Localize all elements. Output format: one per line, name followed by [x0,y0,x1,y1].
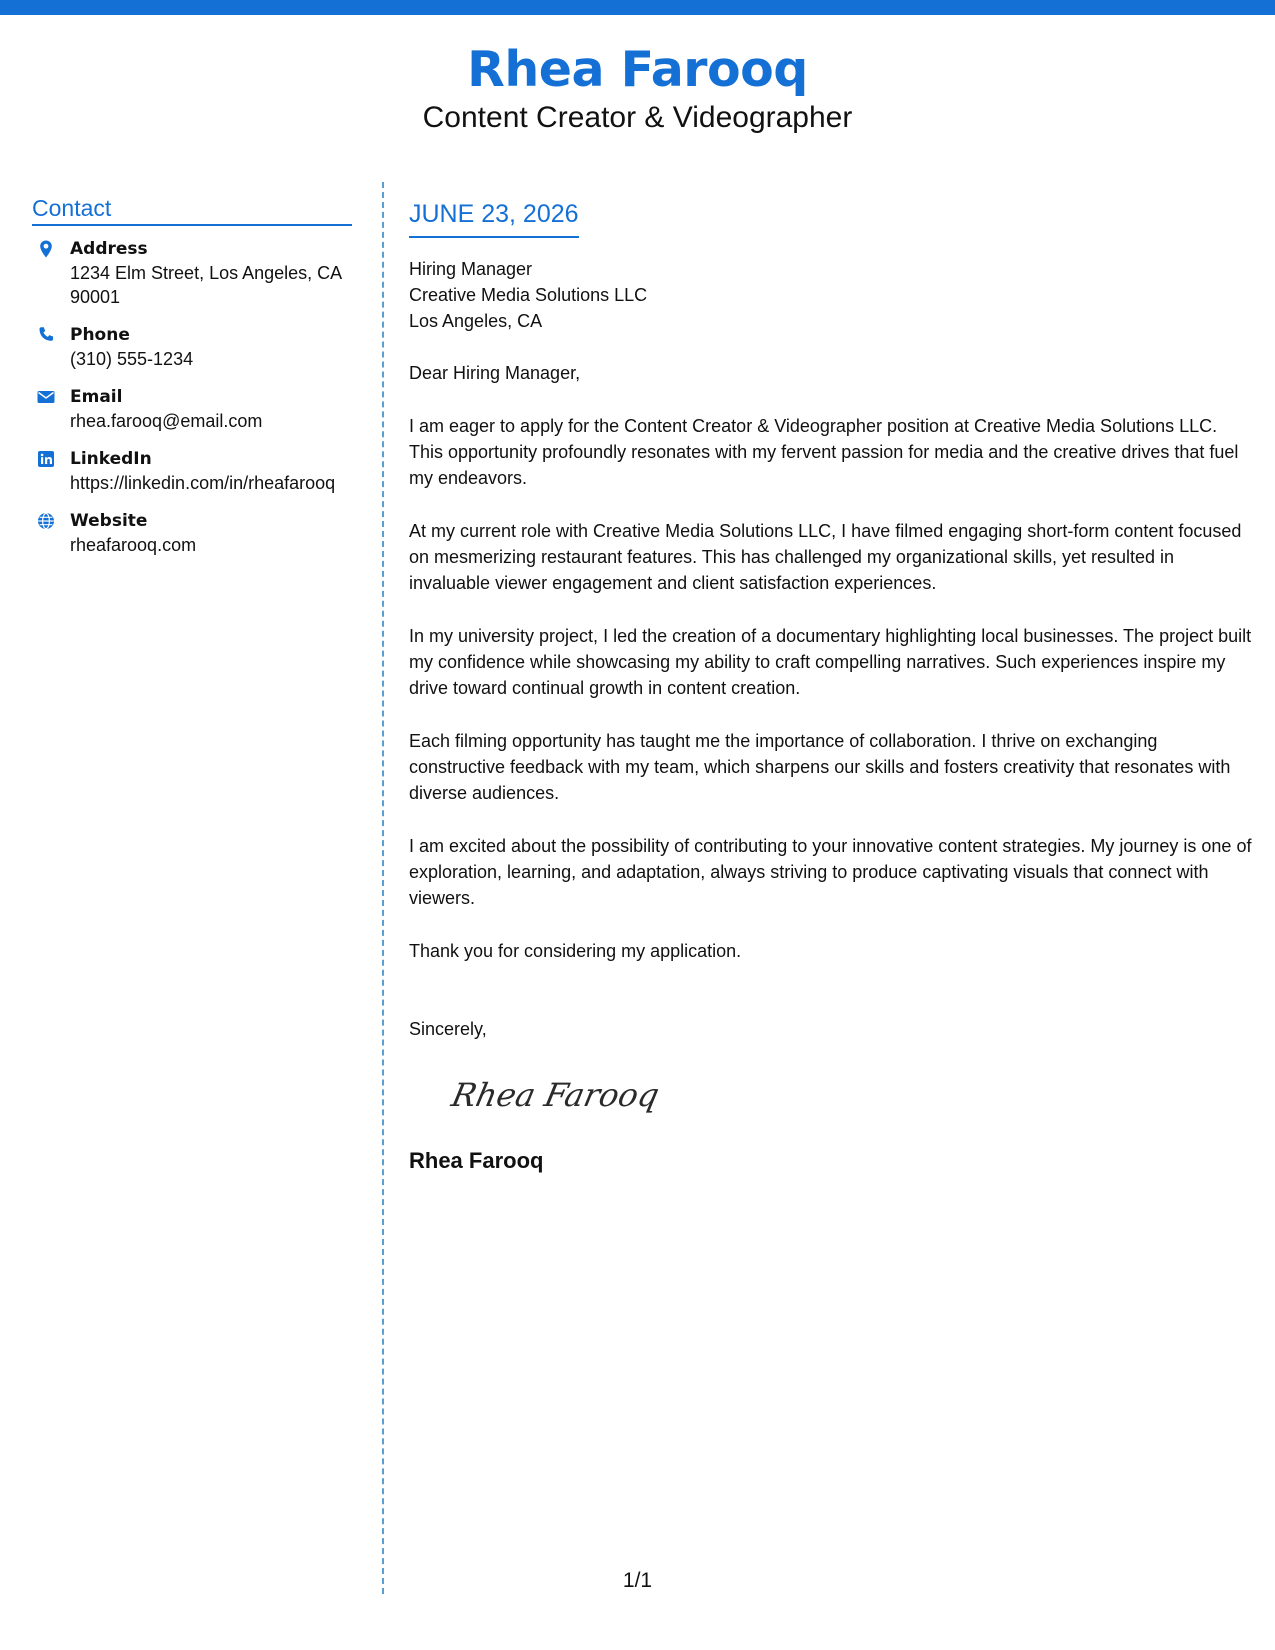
paragraph: Each filming opportunity has taught me the importance of collaboration. I thrive on exchanging constructive feedback with my team, which sharpens our skills and fosters creativity that resonates with diverse audiences. [409,731,1231,803]
recipient-title: Hiring Manager [409,259,533,279]
map-pin-icon [36,239,56,259]
globe-icon [36,511,56,531]
contact-item-phone [32,323,352,371]
envelope-icon [36,387,56,407]
applicant-role: Content Creator & Videographer [422,101,853,134]
contact-item-website [32,509,352,557]
top-accent-bar [0,0,1275,15]
recipient-company: Creative Media Solutions LLC [409,285,648,305]
recipient-block [409,256,1254,334]
paragraph: I am eager to apply for the Content Creator & Videographer position at Creative Media Solutions LLC. This opportunity profoundly resonates with my fervent passion for media and the creative drives that fuel my endeavors. [409,416,1239,488]
letter-body [409,198,1254,1175]
letter-date: JUNE 23, 2026 [409,198,579,238]
contact-list [32,237,352,557]
phone-icon [36,325,56,345]
paragraph: I am excited about the possibility of contributing to your innovative content strategies. My journey is one of exploration, learning, and adaptation, always striving to produce captivating visuals that connect with viewers. [409,836,1252,908]
closing: Sincerely, [409,1019,487,1039]
contact-label-linkedin: LinkedIn [70,449,152,469]
page-number: 1/1 [622,1569,653,1592]
signer-name: Rhea Farooq [409,1148,544,1173]
contact-value-email[interactable]: rhea.farooq@email.com [70,411,263,431]
contact-section-title: Contact [32,193,352,226]
paragraph: At my current role with Creative Media Solutions LLC, I have filmed engaging short-form content focused on mesmerizing restaurant features. This has challenged my organizational skills, yet resulted in invaluable viewer engagement and client satisfaction experiences. [409,521,1242,593]
contact-value-website[interactable]: rheafarooq.com [70,535,197,555]
contact-item-email [32,385,352,433]
contact-item-linkedin [32,447,352,495]
recipient-location: Los Angeles, CA [409,311,543,331]
letter-header [0,40,1275,136]
signature-text: Rhea Farooq [448,1076,663,1114]
contact-label-phone: Phone [70,325,130,345]
contact-label-email: Email [70,387,123,407]
contact-value-phone: (310) 555-1234 [70,349,194,369]
paragraph: Thank you for considering my application. [409,941,742,961]
paragraph: In my university project, I led the creation of a documentary highlighting local businesses. The project built my confidence while showcasing my ability to craft compelling narratives. Such experiences inspire my drive toward continual growth in content creation. [409,626,1252,698]
linkedin-icon [36,449,56,469]
column-divider [382,182,384,1594]
contact-sidebar [32,193,352,571]
handwritten-signature [447,1064,687,1124]
salutation: Dear Hiring Manager, [409,363,581,383]
contact-value-linkedin[interactable]: https://linkedin.com/in/rheafarooq [70,473,336,493]
contact-item-address [32,237,352,309]
contact-value-address: 1234 Elm Street, Los Angeles, CA 90001 [70,263,342,307]
applicant-name: Rhea Farooq [467,41,808,98]
contact-label-website: Website [70,511,148,531]
contact-label-address: Address [70,239,148,259]
